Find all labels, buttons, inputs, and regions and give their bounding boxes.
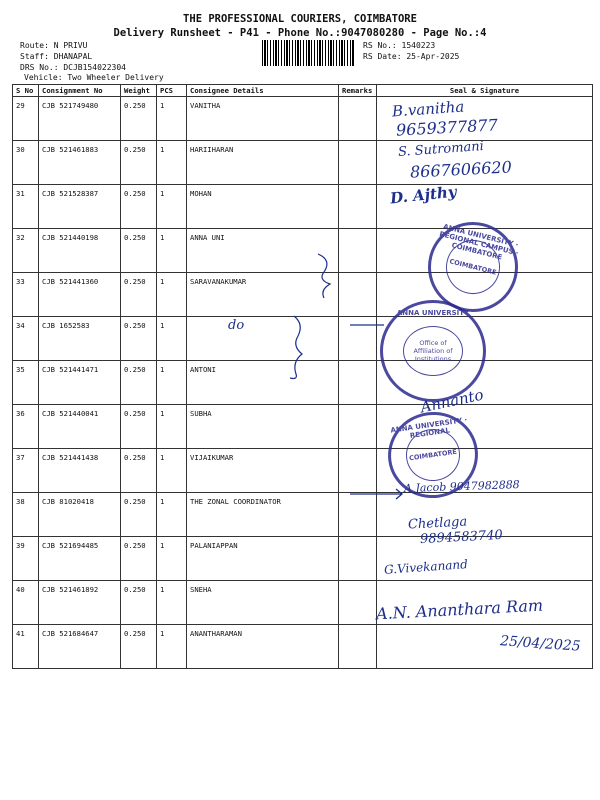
- pcs: 1: [157, 361, 187, 405]
- table-row: [13, 185, 593, 229]
- col-signature-header: Seal & Signature: [377, 85, 593, 97]
- pcs: 1: [157, 537, 187, 581]
- weight: 0.250: [121, 405, 157, 449]
- consignee: MOHAN: [187, 185, 339, 229]
- sno: 40: [13, 581, 39, 625]
- runsheet-title: Delivery Runsheet - P41 - Phone No.:9047080280 - Page No.:4: [113, 27, 487, 39]
- sno: 30: [13, 141, 39, 185]
- remarks: [339, 625, 377, 669]
- university-seal-2: [380, 300, 486, 402]
- consignee: SARAVANAKUMAR: [187, 273, 339, 317]
- pcs: 1: [157, 229, 187, 273]
- sno: 33: [13, 273, 39, 317]
- consignee: HARIIHARAN: [187, 141, 339, 185]
- consignment-no: CJB 521441438: [39, 449, 121, 493]
- remarks: [339, 229, 377, 273]
- col-sno-header: S No: [13, 85, 39, 97]
- consignee: [187, 317, 339, 361]
- consignee: ANNA UNI: [187, 229, 339, 273]
- weight: 0.250: [121, 229, 157, 273]
- remarks: [339, 185, 377, 229]
- signature-zonal-coordinator: A Jacob 9047982888: [403, 477, 520, 496]
- consignment-no: CJB 521528387: [39, 185, 121, 229]
- weight: 0.250: [121, 493, 157, 537]
- signature-palaniappan-phone: 9894583740: [419, 527, 504, 548]
- weight: 0.250: [121, 625, 157, 669]
- weight: 0.250: [121, 581, 157, 625]
- table-row: [13, 493, 593, 537]
- weight: 0.250: [121, 273, 157, 317]
- signature-hariharan-phone: 8667606620: [409, 157, 513, 182]
- drs-label: DRS No.: DCJB154022304: [20, 63, 126, 72]
- sno: 37: [13, 449, 39, 493]
- col-consignment-header: Consignment No: [39, 85, 121, 97]
- sno: 38: [13, 493, 39, 537]
- remarks: [339, 405, 377, 449]
- weight: 0.250: [121, 185, 157, 229]
- pcs: 1: [157, 141, 187, 185]
- consignment-no: CJB 521461883: [39, 141, 121, 185]
- sno: 35: [13, 361, 39, 405]
- pcs: 1: [157, 273, 187, 317]
- consignee: PALANIAPPAN: [187, 537, 339, 581]
- consignment-no: CJB 521441471: [39, 361, 121, 405]
- col-weight-header: Weight: [121, 85, 157, 97]
- weight: 0.250: [121, 317, 157, 361]
- consignee: SNEHA: [187, 581, 339, 625]
- vehicle-label: Vehicle: Two Wheeler Delivery: [24, 73, 164, 82]
- pcs: 1: [157, 317, 187, 361]
- sno: 36: [13, 405, 39, 449]
- consignment-no: CJB 521684647: [39, 625, 121, 669]
- table-row: [13, 405, 593, 449]
- pcs: 1: [157, 493, 187, 537]
- barcode: [262, 40, 354, 66]
- consignment-no: CJB 521694485: [39, 537, 121, 581]
- consignee: ANANTHARAMAN: [187, 625, 339, 669]
- arrow-icon: [348, 318, 388, 332]
- signature-hariharan: S. Sutromani: [397, 139, 485, 160]
- consignee: ANTONI: [187, 361, 339, 405]
- table-header-row: [13, 85, 593, 97]
- sno: 32: [13, 229, 39, 273]
- delivery-date-handwritten: 25/04/2025: [499, 633, 582, 655]
- ditto-mark: do: [228, 318, 245, 333]
- signature-sneha: G.Vivekanand: [383, 557, 469, 577]
- seal-center-text: COIMBATORE: [440, 234, 506, 300]
- sno: 34: [13, 317, 39, 361]
- consignment-no: CJB 81020418: [39, 493, 121, 537]
- signature-mohan: D. Ajthy: [389, 182, 458, 208]
- staff-label: Staff: DHANAPAL: [20, 52, 93, 61]
- weight: 0.250: [121, 97, 157, 141]
- weight: 0.250: [121, 361, 157, 405]
- weight: 0.250: [121, 537, 157, 581]
- consignee: SUBHA: [187, 405, 339, 449]
- remarks: [339, 361, 377, 405]
- sno: 29: [13, 97, 39, 141]
- consignment-no: CJB 521749480: [39, 97, 121, 141]
- remarks: [339, 581, 377, 625]
- pcs: 1: [157, 449, 187, 493]
- rs-no-label: RS No.: 1540223: [363, 41, 436, 50]
- signature-subha: Annanto: [418, 385, 486, 417]
- table-row: [13, 97, 593, 141]
- consignment-no: CJB 1652583: [39, 317, 121, 361]
- consignee: THE ZONAL COORDINATOR: [187, 493, 339, 537]
- remarks: [339, 273, 377, 317]
- consignment-no: CJB 521441360: [39, 273, 121, 317]
- seal-text: ANNA UNIVERSITY · REGIONAL CAMPUS · COIMBATORE: [438, 222, 520, 262]
- pcs: 1: [157, 185, 187, 229]
- remarks: [339, 97, 377, 141]
- consignee: VANITHA: [187, 97, 339, 141]
- pcs: 1: [157, 97, 187, 141]
- pcs: 1: [157, 405, 187, 449]
- sno: 39: [13, 537, 39, 581]
- signature-vanitha: B.vanitha: [391, 97, 465, 121]
- route-label: Route: N PRIVU: [20, 41, 88, 50]
- signature-anantharaman: A.N. Ananthara Ram: [375, 595, 544, 624]
- seal-center-text: COIMBATORE: [403, 426, 464, 485]
- seal-center-text: Office of Affiliation of Institutions: [403, 326, 463, 376]
- rs-date-label: RS Date: 25-Apr-2025: [363, 52, 460, 61]
- remarks: [339, 141, 377, 185]
- seal-text: ANNA UNIVERSITY · REGIONAL: [389, 415, 468, 440]
- remarks: [339, 537, 377, 581]
- signature-vanitha-phone: 9659377877: [395, 115, 499, 140]
- weight: 0.250: [121, 141, 157, 185]
- sno: 41: [13, 625, 39, 669]
- brace-scrawl: [310, 250, 340, 300]
- weight: 0.250: [121, 449, 157, 493]
- sno: 31: [13, 185, 39, 229]
- company-title: THE PROFESSIONAL COURIERS, COIMBATORE: [183, 13, 417, 25]
- consignment-no: CJB 521440198: [39, 229, 121, 273]
- pcs: 1: [157, 581, 187, 625]
- table-row: [13, 537, 593, 581]
- consignment-no: CJB 521440041: [39, 405, 121, 449]
- col-consignee-header: Consignee Details: [187, 85, 339, 97]
- seal-text: ANNA UNIVERSITY: [396, 309, 470, 317]
- consignee: VIJAIKUMAR: [187, 449, 339, 493]
- pcs: 1: [157, 625, 187, 669]
- brace-scrawl: [280, 312, 310, 382]
- consignment-no: CJB 521461892: [39, 581, 121, 625]
- signature-palaniappan: Chetlaga: [407, 514, 468, 533]
- col-remarks-header: Remarks: [339, 85, 377, 97]
- col-pcs-header: PCS: [157, 85, 187, 97]
